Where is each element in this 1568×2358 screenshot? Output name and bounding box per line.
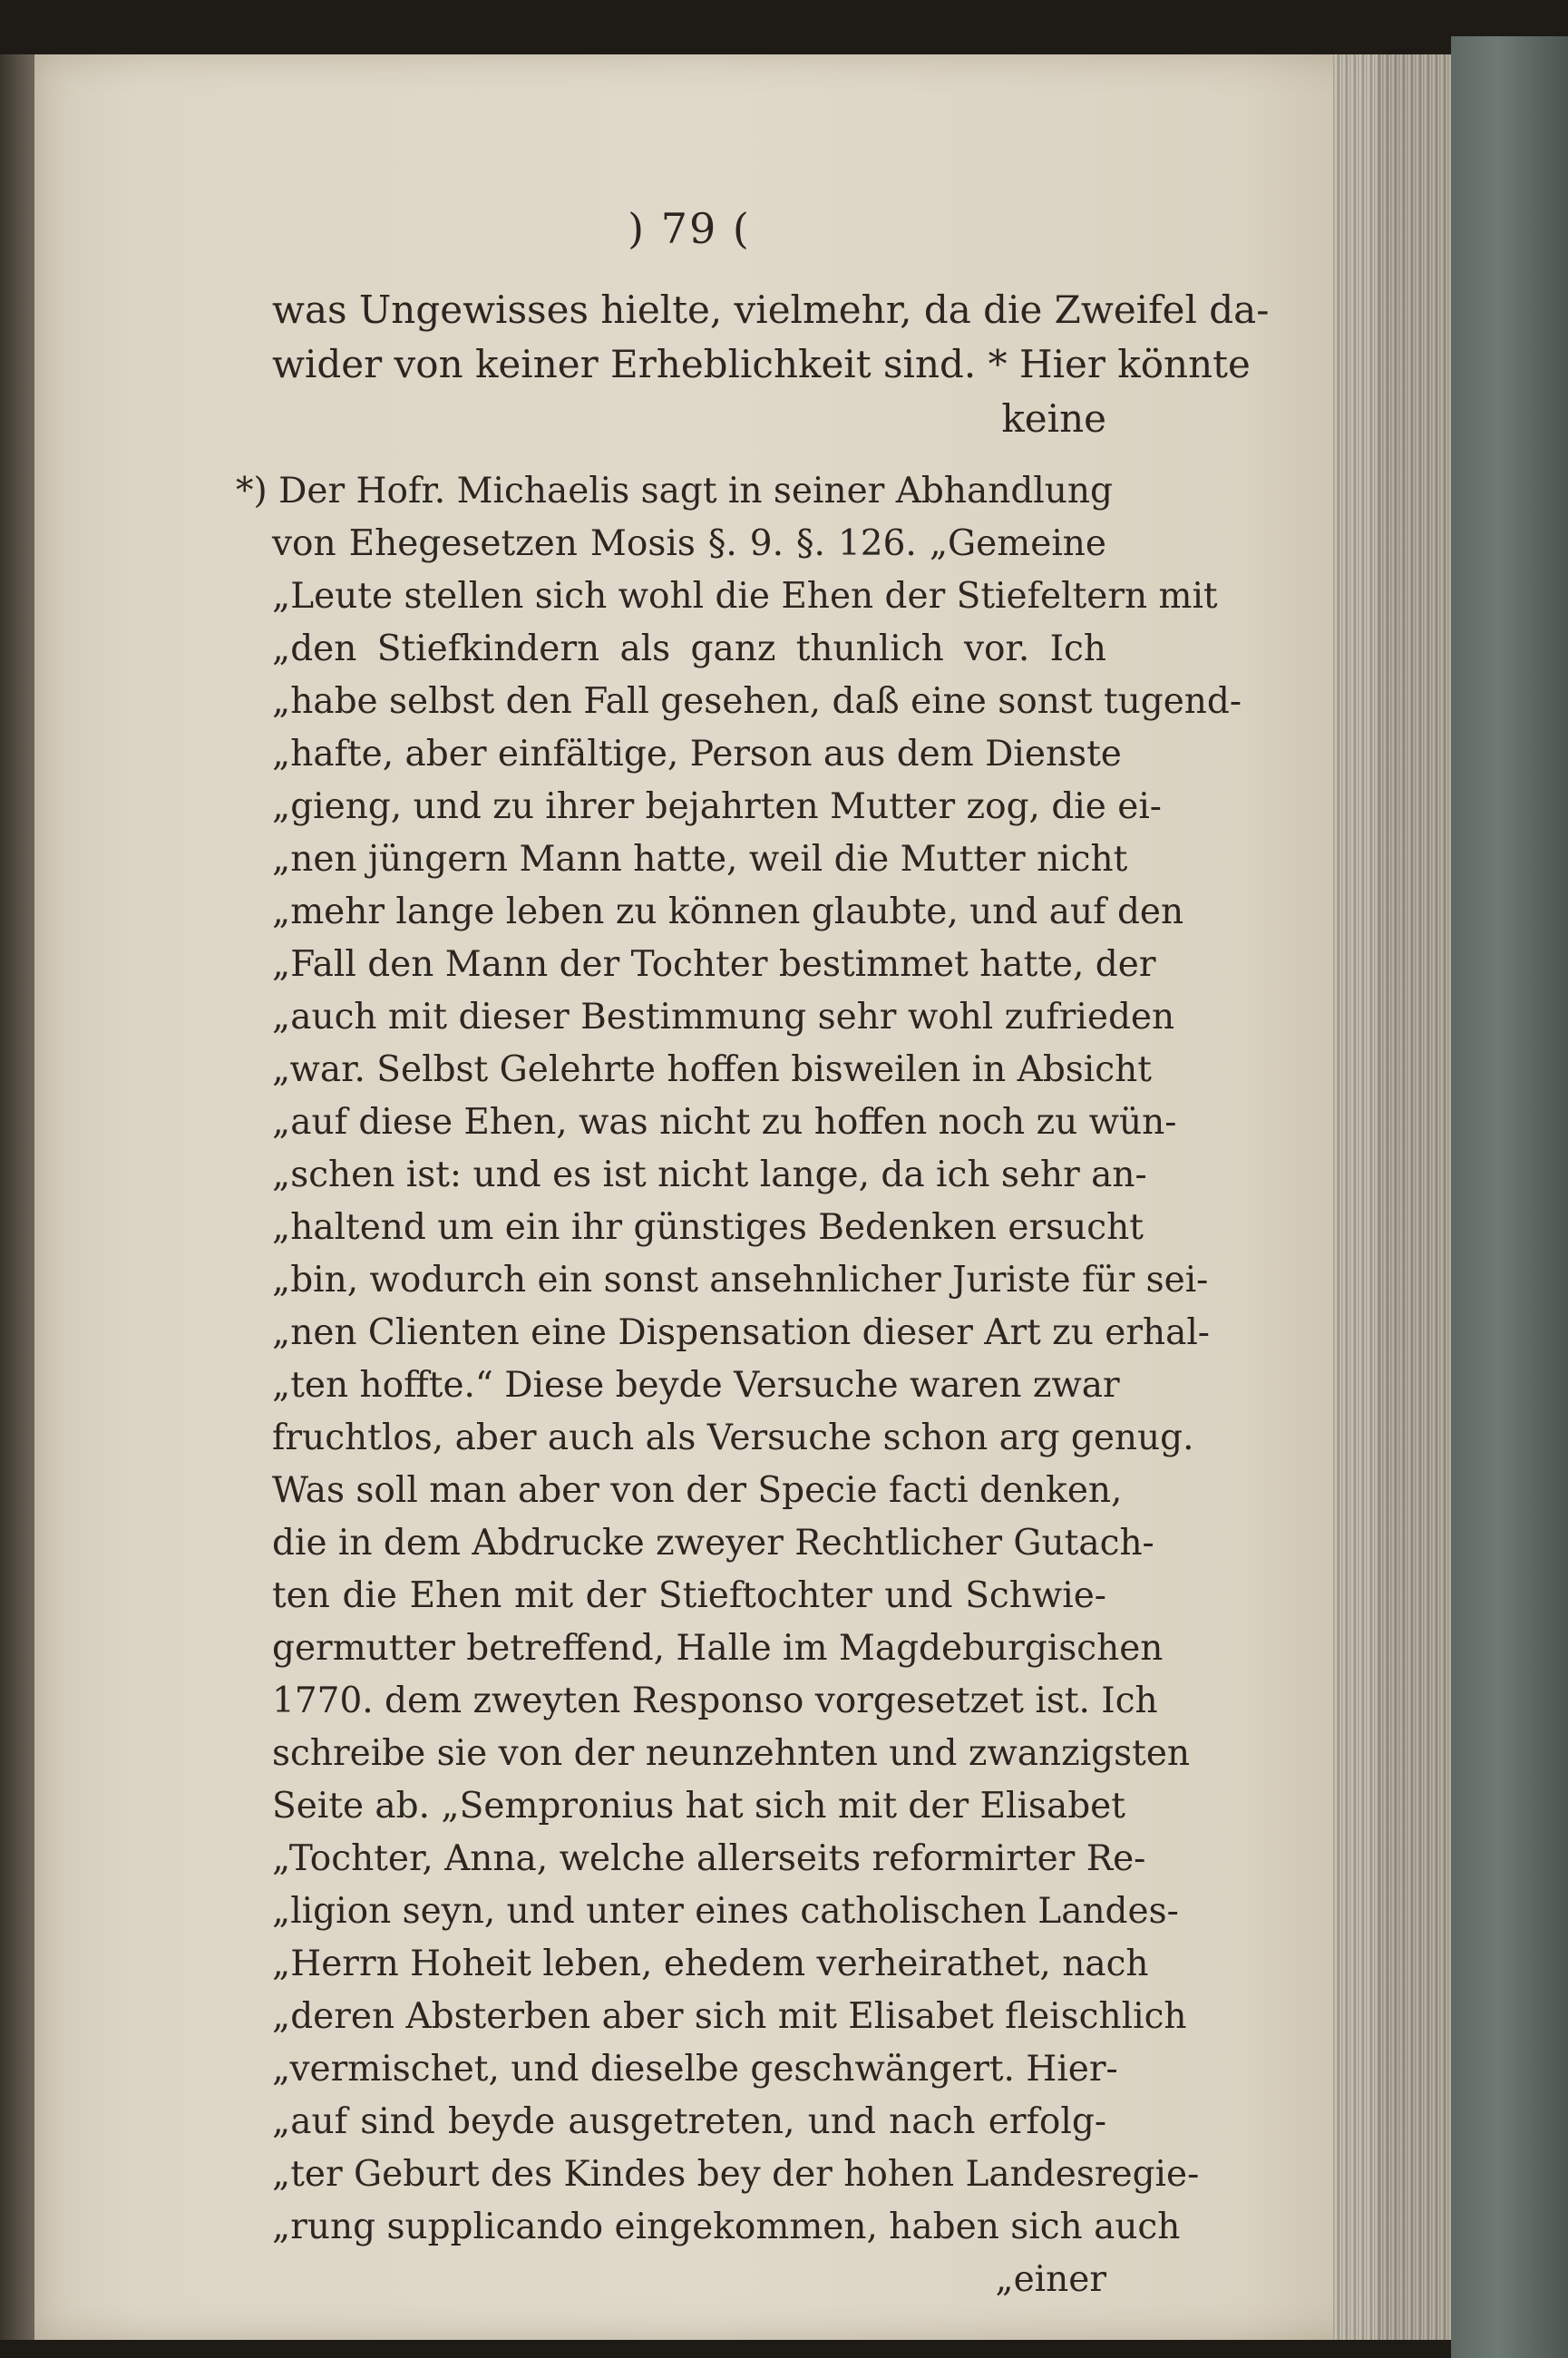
footnote-line: „Leute stellen sich wohl die Ehen der Stiefeltern mit [272,576,1218,617]
footnote-line: „nen jüngern Mann hatte, weil die Mutter nicht [272,839,1128,880]
footnote-line: die in dem Abdrucke zweyer Rechtlicher Gutach- [272,1523,1154,1564]
footnote-line: germutter betreffend, Halle im Magdeburgischen [272,1628,1164,1669]
page-number-header: ) 79 ( [628,204,751,253]
footnote-line: „auch mit dieser Bestimmung sehr wohl zufrieden [272,997,1175,1038]
main-text-line: was Ungewisses hielte, vielmehr, da die Zweifel da- [272,287,1270,332]
footnote-line: „ten hoffte.“ Diese beyde Versuche waren zwar [272,1365,1120,1406]
book-cover-edge [1451,36,1568,2358]
footnote-line: 1770. dem zweyten Responso vorgesetzet ist. Ich [272,1681,1158,1721]
footnote-line: Was soll man aber von der Specie facti denken, [272,1470,1123,1511]
catchword-line: keine [1001,396,1106,441]
footnote-line: „Herrn Hoheit leben, ehedem verheirathet, nach [272,1944,1149,1984]
footnote-line: „vermischet, und dieselbe geschwängert. Hier- [272,2049,1118,2090]
footnote-line: *) Der Hofr. Michaelis sagt in seiner Abhandlung [236,471,1113,512]
footnote-line: „bin, wodurch ein sonst ansehnlicher Juriste für sei- [272,1260,1209,1301]
footnote-line: „war. Selbst Gelehrte hoffen bisweilen in Absicht [272,1049,1152,1090]
footnote-line: „den Stiefkindern als ganz thunlich vor. Ich [272,628,1106,669]
footnote-line: „ter Geburt des Kindes bey der hohen Landesregie- [272,2154,1200,2195]
footnote-line: „ligion seyn, und unter eines catholischen Landes- [272,1891,1179,1932]
footnote-line: „Fall den Mann der Tochter bestimmet hatte, der [272,944,1156,985]
footnote-line: schreibe sie von der neunzehnten und zwanzigsten [272,1733,1191,1774]
footnote-line: Seite ab. „Sempronius hat sich mit der Elisabet [272,1786,1125,1827]
footnote-line: fruchtlos, aber auch als Versuche schon arg genug. [272,1418,1194,1458]
footnote-line: „schen ist: und es ist nicht lange, da ich sehr an- [272,1155,1147,1195]
book-spine-edge [0,54,34,2340]
footnote-line: „auf diese Ehen, was nicht zu hoffen noch zu wün- [272,1102,1177,1143]
footnote-line: „nen Clienten eine Dispensation dieser Art zu erhal- [272,1312,1210,1353]
footnote-line: „rung supplicando eingekommen, haben sich auch [272,2207,1181,2247]
footnote-line: „habe selbst den Fall gesehen, daß eine sonst tugend- [272,681,1242,722]
footnote-line: „haltend um ein ihr günstiges Bedenken ersucht [272,1207,1144,1248]
catchword-line: „einer [995,2259,1106,2300]
footnote-line: „Tochter, Anna, welche allerseits reformirter Re- [272,1838,1146,1879]
main-text-line: wider von keiner Erheblichkeit sind. * Hier könnte [272,342,1251,386]
footnote-line: „auf sind beyde ausgetreten, und nach erfolg- [272,2101,1106,2142]
footnote-line: „mehr lange leben zu können glaubte, und auf den [272,892,1184,932]
footnote-line: von Ehegesetzen Mosis §. 9. §. 126. „Gemeine [272,523,1106,564]
page-edges [1333,54,1451,2340]
footnote-line: ten die Ehen mit der Stieftochter und Schwie- [272,1575,1106,1616]
footnote-line: „gieng, und zu ihrer bejahrten Mutter zog, die ei- [272,786,1162,827]
footnote-line: „deren Absterben aber sich mit Elisabet fleischlich [272,1996,1187,2037]
footnote-line: „hafte, aber einfältige, Person aus dem Dienste [272,734,1122,775]
